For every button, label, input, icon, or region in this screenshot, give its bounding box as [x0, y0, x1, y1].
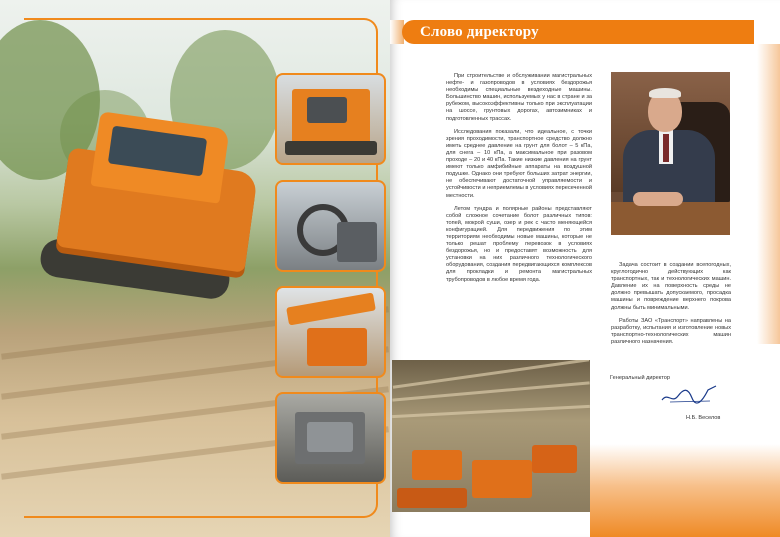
section-header [402, 20, 754, 44]
director-portrait [611, 72, 730, 235]
orange-side-decoration [757, 44, 780, 344]
factory-photo [392, 360, 590, 512]
paragraph: Исследования показали, что идеальное, с точки зрения проходимости, транспортное средство должно иметь среднее давление на грунт для болот – 5 кПа, для снега – 10 кПа, а максимальное при разовом проходе – 20 и 40 кПа. Такие низкие давления на грунт имеют только амфибийные аппараты на воздушной подушке. Однако они требуют больших затрат энергии, не обеспечивают достаточной управляемости и устойчивости и неприемлемы в условиях пересеченной местности. [446, 128, 592, 199]
thumbnail-cockpit [275, 180, 386, 272]
signature-image [660, 382, 720, 406]
signer-name: Н.Б. Веселов [686, 415, 721, 421]
page-title: Слово директору [420, 23, 539, 40]
paragraph: Задача состоит в создании всепогодных, круглогодично действующих как транспортных, так и технологических машин. Давление их на поверхность среды не должно превышать допускаемого, просадка машины и повреждение верхнего покрова должны быть минимальными. [611, 262, 731, 311]
paragraph: Летом тундра и полярные районы представляют собой сложное сочетание болот различных типов: топей, мокрой суши, озер и рек с часто меняющейся конфигурацией. Для передвижения по этим территориям необходимы новые машины, которые не только решат проблему перевозок в условиях бездорожья, но и предоставят возможность для установки на них различного технологического оборудования, создания передвигающихся комплексов для прокладки и ремонта магистральных трубопроводов в любое время года. [446, 205, 592, 283]
text-column-left [446, 73, 592, 290]
text-column-right [611, 262, 731, 352]
orange-gradient-decoration [590, 444, 780, 537]
thumbnail-crane [275, 286, 386, 378]
thumbnail-vehicle-cabin [275, 73, 386, 165]
thumbnail-engine [275, 392, 386, 484]
paragraph: При строительстве и обслуживании магистральных нефте- и газопроводов в условиях бездорожья необходимы специальные вездеходные машины. Большинство машин, используемых у нас в стране и за рубежом, высокоэффективны только при эксплуатации на шоссе, грунтовых дорогах, автозимниках и подготовленных трассах. [446, 73, 592, 122]
signature-position: Генеральный директор [610, 375, 670, 381]
paragraph: Работы ЗАО «Транспорт» направлены на разработку, испытания и изготовление новых транспортно-технологических машин различного назначения. [611, 317, 731, 345]
